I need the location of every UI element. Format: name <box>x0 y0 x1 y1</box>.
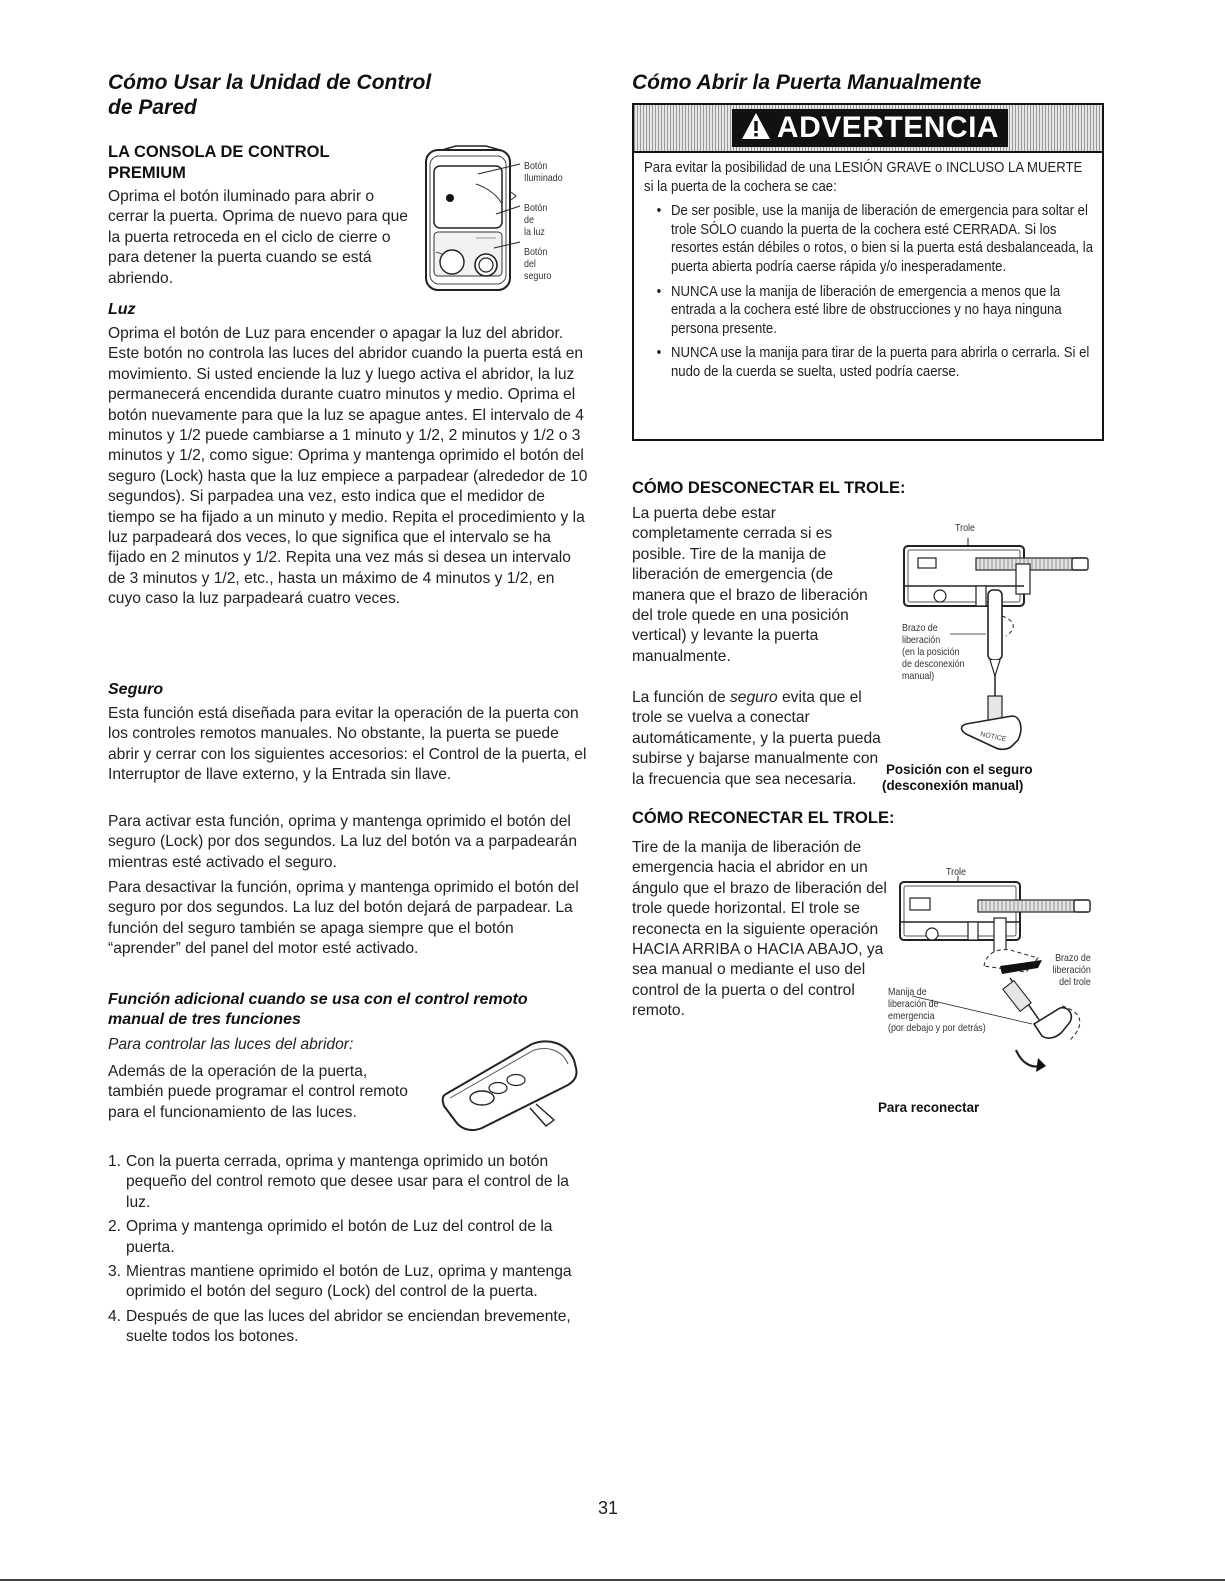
fig2-caption: Para reconectar <box>878 1100 980 1115</box>
warning-intro: Para evitar la posibilidad de una LESIÓN GRAVE o INCLUSO LA MUERTE si la puerta de la cochera se cae: <box>644 160 1083 195</box>
list-item: • NUNCA use la manija de liberación de emergencia a menos que la entrada a la cochera esté libre de obstrucciones y no haya ninguna persona presente. <box>644 283 1094 339</box>
fig1-arm-label: Brazo de liberación (en la posición de desconexión manual) <box>902 622 965 682</box>
disconnect-text-a: La puerta debe estar completamente cerrada si es posible. Tire de la manija de liberación de emergencia (de manera que el brazo de liberación del trole quede en una posición vertical) y levante la puerta manualmente. <box>632 505 868 665</box>
page-number: 31 <box>598 1498 619 1518</box>
console-heading-line1: LA CONSOLA DE CONTROL <box>108 143 330 161</box>
left-title <box>108 70 588 120</box>
right-title: Cómo Abrir la Puerta Manualmente <box>632 71 982 94</box>
luz-text: Oprima el botón de Luz para encender o apagar la luz del abridor. Este botón no controla las luces del abridor cuando la puerta está en movimiento. Si usted enciende la luz y luego activa el abridor, la luz permanecerá encendida durante cuatro minutos y medio. Oprima el botón nuevamente para que la luz se apague antes. El intervalo de 4 minutos y 1/2 puede cambiarse a 1 minuto y 1/2, 2 minutos y 1/2 o 3 minutos y 1/2, como sigue: Oprima y mantenga oprimido el botón del seguro (Lock) hasta que la luz empiece a parpadear (alrededor de 10 segundos). Si parpadea una vez, esto indica que el medidor de tiempo se ha fijado a un minuto y medio. Repita el procedimiento y la luz parpadeará dos veces, lo que significa que el intervalo se ha fijado en 2 minutos y 1/2. Repita una vez más si desea un intervalo de 3 minutos y 1/2, etc., hasta un máximo de 4 minutos y 1/2, en cuyo caso la luz parpadeará cuatro veces. <box>108 325 588 608</box>
warning-body <box>644 159 1094 388</box>
funcion-text: Además de la operación de la puerta, también puede programar el control remoto para el funcionamiento de las luces. <box>108 1063 408 1121</box>
bottom-rule <box>0 1579 1225 1581</box>
seguro-p3: Para desactivar la función, oprima y mantenga oprimido el botón del seguro por dos segundos. La luz del botón dejará de parpadear. La función del seguro también se apaga siempre que el botón “aprender” del panel del motor esté activado. <box>108 879 579 958</box>
console-text: Oprima el botón iluminado para abrir o cerrar la puerta. Oprima de nuevo para que la puerta retroceda en el ciclo de cierre o para detener la puerta cuando se está abriendo. <box>108 188 408 287</box>
lock-button-label: Botón del seguro <box>524 246 552 282</box>
console-heading-line2: PREMIUM <box>108 164 186 182</box>
lit-button-label: Botón Iluminado <box>524 160 563 184</box>
funcion-sub: Para controlar las luces del abridor: <box>108 1036 354 1053</box>
fig2-arm-label: Brazo de liberación del trole <box>1052 952 1091 988</box>
disconnect-text-b: La función de seguro evita que el trole se vuelva a conectar automáticamente, y la puerta pueda subirse y bajarse manualmente con la frecuencia que sea necesaria. <box>632 689 881 788</box>
warning-list <box>644 202 1094 381</box>
warning-title: ADVERTENCIA <box>732 109 1008 147</box>
fig1-caption: Posición con el seguro (desconexión manual) <box>882 762 1033 793</box>
list-item: 2. Oprima y mantenga oprimido el botón de Luz del control de la puerta. <box>108 1218 553 1256</box>
left-title-line1: Cómo Usar la Unidad de Control <box>108 71 432 94</box>
warning-box <box>632 103 1104 441</box>
seguro-p1: Esta función está diseñada para evitar la operación de la puerta con los controles remotos manuales. No obstante, la puerta se puede abrir y cerrar con los siguientes accesorios: el Control de la puerta, el Interruptor de llave externo, y la Entrada sin llave. <box>108 705 587 784</box>
remote-control-figure <box>436 1036 586 1136</box>
seguro-p2: Para activar esta función, oprima y mantenga oprimido el botón del seguro (Lock) por dos segundos. La luz del botón va a parpadearán mientras esté activado el seguro. <box>108 813 577 871</box>
reconnect-text: Tire de la manija de liberación de emergencia hacia el abridor en un ángulo que el brazo de liberación del trole quede horizontal. El trole se reconecta en la siguiente operación HACIA ARRIBA o HACIA ABAJO, ya sea manual o mediante el uso del control de la puerta o del control remoto. <box>632 839 887 1020</box>
fig2-handle-label: Manija de liberación de emergencia (por debajo y por detrás) <box>888 986 986 1034</box>
luz-heading: Luz <box>108 301 136 318</box>
warning-triangle-icon <box>741 112 771 150</box>
list-item: • De ser posible, use la manija de liberación de emergencia para soltar el trole SÓLO cuando la puerta de la cochera esté CERRADA. Si los resortes están débiles o rotos, o bien si la puerta está desbalanceada, la puerta abierta podría caerse rápida y/o inesperadamente. <box>644 202 1094 276</box>
fig2-trole-label: Trole <box>946 866 967 878</box>
fig1-trole-label: Trole <box>955 522 976 534</box>
console-heading <box>108 142 408 184</box>
light-button-label: Botón de la luz <box>524 202 548 238</box>
list-item: 3. Mientras mantiene oprimido el botón de Luz, oprima y mantenga oprimido el botón del seguro (Lock) del control de la puerta. <box>108 1263 572 1301</box>
warning-header <box>634 105 1102 153</box>
left-title-line2: de Pared <box>108 96 197 119</box>
svg-text:NOTICE: NOTICE <box>979 731 1007 744</box>
list-item: 4. Después de que las luces del abridor se enciendan brevemente, suelte todos los botones. <box>108 1307 571 1346</box>
list-item: 1. Con la puerta cerrada, oprima y mantenga oprimido un botón pequeño del control remoto que desee usar para el control de la luz. <box>108 1153 569 1211</box>
funcion-heading: Función adicional cuando se usa con el control remoto manual de tres funciones <box>108 991 528 1029</box>
list-item: • NUNCA use la manija para tirar de la puerta para abrirla o cerrarla. Si el nudo de la cuerda se suelta, usted podría caerse. <box>644 344 1094 381</box>
seguro-heading: Seguro <box>108 681 164 698</box>
reconnect-heading: CÓMO RECONECTAR EL TROLE: <box>632 809 895 827</box>
disconnect-heading: CÓMO DESCONECTAR EL TROLE: <box>632 479 906 497</box>
steps-list <box>108 1152 590 1352</box>
